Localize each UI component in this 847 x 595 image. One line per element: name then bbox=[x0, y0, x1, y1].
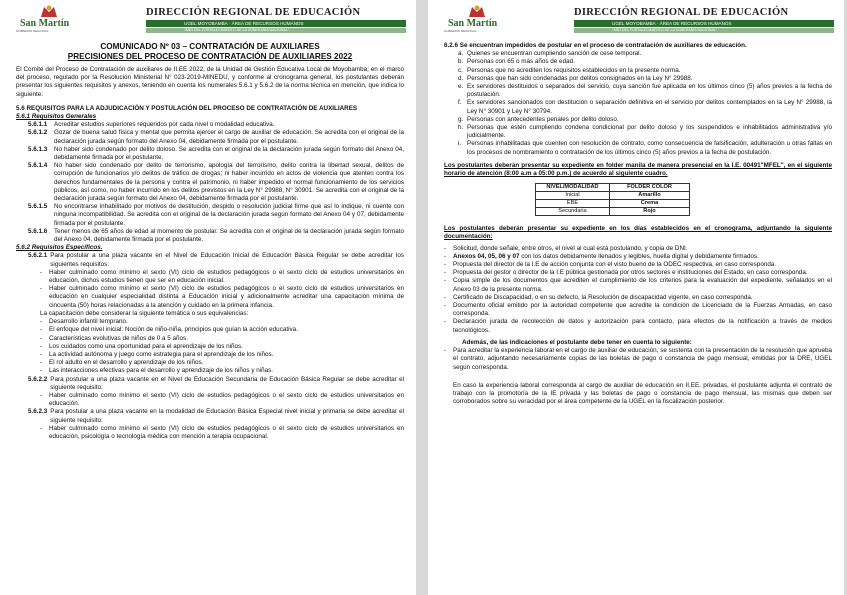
header-title: DIRECCIÓN REGIONAL DE EDUCACIÓN bbox=[146, 7, 361, 18]
impediment-item bbox=[458, 67, 832, 75]
crest-icon bbox=[468, 4, 486, 18]
document-item-rest: Propuesta del gestor o director de la I.E pública gestionada por otros sectores e instituciones del Estado, en caso corresponda. bbox=[453, 269, 808, 277]
document-item-text bbox=[453, 294, 753, 302]
impediment-item bbox=[458, 124, 832, 140]
section-5-6-1-heading: 5.6.1 Requisitos Generales bbox=[16, 113, 97, 121]
document-item bbox=[444, 277, 832, 293]
document-item-rest: con los datos debidamente llenados y legibles, huella digital y debidamente firmados. bbox=[519, 252, 759, 260]
list-item bbox=[40, 269, 404, 285]
item-text: Personas con 65 o más años de edad. bbox=[467, 58, 575, 66]
req-number: 5.6.1.6 bbox=[28, 227, 48, 235]
column-header: FOLDER COLOR bbox=[610, 184, 690, 192]
color-cell: Amarillo bbox=[610, 192, 690, 200]
training-intro: La capacitación debe considerar la siguiente temática o sus equivalencias: bbox=[40, 309, 249, 317]
document-item bbox=[444, 302, 832, 318]
document-item-rest: Documento oficial emitido por la autoridad competente que acredite la condición de Licenciado de la Fuerzas Armadas, en caso corresponda. bbox=[453, 302, 832, 318]
item-text: Personas inhabilitadas que cuenten con resolución de contrato, como consecuencia de falsificación, adulteración u otras faltas en los procesos de nombramiento o contratación de los últimos cinco (5) años previos a la fecha de postulación. bbox=[467, 140, 832, 156]
logo-subtitle: GOBIERNO REGIONAL bbox=[16, 29, 49, 33]
document-item-text bbox=[453, 269, 808, 277]
header-unit-bar: UGEL MOYOBAMBA · ÁREA DE RECURSOS HUMANOS bbox=[574, 20, 834, 27]
specific-req-1 bbox=[16, 252, 404, 375]
logo-subtitle: GOBIERNO REGIONAL bbox=[444, 29, 477, 33]
req-number: 5.6.1.2 bbox=[28, 129, 48, 137]
folder-color-table bbox=[535, 183, 690, 216]
column-header: NIVEL/MODALIDAD bbox=[536, 184, 610, 192]
specific-req-3 bbox=[16, 408, 404, 441]
section-5-6-2-heading: 5.6.2 Requisitos Específicos. bbox=[16, 244, 103, 252]
impediment-item bbox=[458, 116, 832, 124]
item-text: Personas que han sido condenadas por delitos consignados en la Ley N° 29988. bbox=[467, 74, 693, 82]
req-text: Para postular a una plaza vacante en la modalidad de Educación Básica Especial nivel inicial y primaria se debe acreditar el siguiente requisito: bbox=[50, 408, 404, 424]
document-page-left bbox=[0, 0, 416, 595]
req-text: Tener menos de 65 años de edad al momento de postular. Se acredita con el original de la declaración jurada según formato del Anexo 04, debidamente firmada por el postulante. bbox=[54, 227, 404, 244]
item-letter: a. bbox=[458, 50, 464, 58]
req-number: 5.6.2.1 bbox=[28, 252, 48, 260]
req-text: No haber sido condenado por delito de terrorismo, apología del terrorismo, delito contra la libertad sexual, delitos de corrupción de funcionarios y/o delitos de tráfico de drogas; ni haber incurrido en actos de violencia que atenten contra los derechos fundamentales de la persona y contra el patrimonio, ni haber impedido el normal funcionamiento de los servicios públicos, así como, no haber incurrido en los delitos previstos en la Ley N° 29988, N° 30901. Se acredita con el original de la declaración jurada según formato del Anexo 04, debidamente firmada por el postulante. bbox=[54, 162, 404, 203]
req-number: 5.6.1.5 bbox=[28, 203, 48, 211]
item-text: Ex servidores sancionados con destitución o separación definitiva en el servicio por delitos contemplados en la Ley N° 29988, la Ley N° 30901 y Ley N° 30794. bbox=[467, 99, 832, 115]
impediment-item bbox=[458, 140, 832, 156]
impediments-list bbox=[444, 50, 832, 157]
list-item bbox=[40, 367, 404, 375]
document-item bbox=[444, 245, 832, 253]
level-cell: Secundaria bbox=[536, 208, 610, 216]
document-item-text bbox=[453, 277, 832, 293]
list-item bbox=[444, 347, 832, 372]
item-letter: f. bbox=[458, 99, 462, 107]
item-text: Ex servidores destituidos o separados del servicio, cuya sanción fue aplicada en los últimos cinco (5) años previos a la fecha de postulación. bbox=[467, 83, 832, 99]
communique-subtitle: PRECISIONES DEL PROCESO DE CONTRATACIÓN DE AUXILIARES 2022 bbox=[67, 52, 353, 61]
req-text: Para postular a una plaza vacante en el Nivel de Educación Inicial de Educación Básica Regular se debe acreditar los siguientes requisitos: bbox=[50, 252, 404, 268]
list-item bbox=[40, 318, 404, 326]
req-number: 5.6.1.4 bbox=[28, 162, 48, 170]
req-number: 5.6.1.3 bbox=[28, 145, 48, 153]
document-item-text bbox=[453, 245, 688, 253]
requirement-item bbox=[28, 162, 404, 203]
intro-paragraph: El Comité del Proceso de Contratación de auxiliares de II.EE 2022, de la Unidad de Gestión Educativa Local de Moyobamba; en el marco del proceso, regulado por la Resolución Ministerial N° 023-2019-MINEDU, y conforme al cronograma general, los postulantes deberán presentar los siguientes requisitos y anexos, teniendo en cuenta los numerales 5.6.1 y 5.6.2 de la norma técnica en mención, que indica lo siguiente: bbox=[16, 66, 404, 98]
list-item-text: - La actividad autónoma y juego como estrategia para el aprendizaje de los niños. bbox=[49, 350, 274, 358]
logo-text: San Martín bbox=[20, 18, 70, 29]
impediment-item bbox=[458, 99, 832, 115]
specific-req-1-items bbox=[28, 269, 404, 310]
list-item-text: - Haber culminado como mínimo el sexto (VI) ciclo de estudios pedagógicos o el sexto ciclo de estudios universitarios en educación en cualquier especialidad distinta a Educación inicial y adicionalmente acreditar una capacitación mínima de cincuenta (50) horas relacionadas a la atención y cuidado en la primera infancia. bbox=[49, 285, 404, 309]
document-item-bold: Anexos 04, 05, 06 y 07 bbox=[453, 252, 520, 260]
header-year-bar: “AÑO DEL FORTALECIMIENTO DE LA SOBERANÍA NACIONAL” bbox=[146, 28, 406, 33]
item-letter: g. bbox=[458, 115, 464, 123]
document-item-rest: Declaración jurada de recolección de datos y autorización para contacto, para efectos de la notificación a través de medios tecnológicos. bbox=[453, 318, 832, 334]
specific-req-2-items bbox=[28, 392, 404, 408]
document-item-rest: Propuesta del director de la I.E de acción conjunta con el visto bueno de la ODEC respectiva, en caso corresponda. bbox=[453, 261, 777, 269]
regional-logo bbox=[442, 4, 512, 34]
color-cell: Crema bbox=[610, 200, 690, 208]
list-item bbox=[40, 425, 404, 441]
document-item-rest: Solicitud, donde señale, entre otros, el nivel al cual está postulando, y copia de DNI. bbox=[453, 244, 688, 252]
table-row bbox=[536, 192, 690, 200]
item-letter: c. bbox=[458, 66, 463, 74]
header-unit-bar: UGEL MOYOBAMBA · ÁREA DE RECURSOS HUMANOS bbox=[146, 20, 406, 27]
requirement-item bbox=[28, 129, 404, 145]
regional-logo bbox=[14, 4, 84, 34]
page-header bbox=[442, 4, 832, 34]
document-page-right bbox=[428, 0, 844, 595]
impediment-item bbox=[458, 58, 832, 66]
list-item bbox=[40, 359, 404, 367]
document-item-rest: Copia simple de los documentos que acrediten el cumplimiento de los criterios para la evaluación del expediente, señalados en el Anexo 03 de la presente norma. bbox=[453, 277, 832, 293]
item-letter: h. bbox=[458, 124, 464, 132]
item-text: Personas con antecedentes penales por delito doloso. bbox=[467, 115, 619, 123]
header-title: DIRECCIÓN REGIONAL DE EDUCACIÓN bbox=[574, 7, 789, 18]
list-item-text: - Características evolutivas de niños de 0 a 5 años. bbox=[49, 334, 188, 342]
section-6-2-6-heading: 6.2.6 Se encuentran impedidos de postular en el proceso de contratación de auxiliares de educación. bbox=[444, 42, 747, 49]
table-header-row bbox=[536, 184, 690, 192]
folder-note: Los postulantes deberán presentar su expediente en folder manila de manera presencial en la I.E. 00491"MFEL", en el siguiente horario de atención (8:00 a.m a 05:00 p.m.) de acuerdo al siguiente cuadro. bbox=[444, 161, 832, 178]
item-letter: i. bbox=[458, 140, 462, 148]
document-item bbox=[444, 269, 832, 277]
list-item bbox=[40, 335, 404, 343]
req-text: Para postular a una plaza vacante en el Nivel de Educación Secundaria de Educación Básica Regular se debe acreditar el siguiente requisito: bbox=[50, 375, 404, 391]
additional-notes-list bbox=[444, 347, 832, 372]
section-5-6-heading: 5.6 REQUISITOS PARA LA ADJUDICACIÓN Y POSTULACIÓN DEL PROCESO DE CONTRATACIÓN DE AUXILIARES bbox=[16, 104, 358, 112]
list-item bbox=[40, 392, 404, 408]
impediment-item bbox=[458, 75, 832, 83]
documents-note: Los postulantes deberán presentar su expediente en los días establecidos en el cronograma, adjuntando la siguiente documentación: bbox=[444, 225, 832, 241]
requirement-item bbox=[28, 121, 404, 129]
crest-icon bbox=[40, 4, 58, 18]
document-item-text bbox=[453, 253, 759, 261]
item-letter: e. bbox=[458, 83, 464, 91]
item-letter: d. bbox=[458, 74, 464, 82]
general-requirements-list bbox=[16, 121, 404, 244]
table-row bbox=[536, 200, 690, 208]
list-item bbox=[40, 351, 404, 359]
document-item-rest: Certificado de Discapacidad, o en su defecto, la Resolución de discapacidad vigente, en caso corresponda. bbox=[453, 293, 753, 301]
list-item bbox=[40, 343, 404, 351]
requirement-item bbox=[28, 203, 404, 228]
list-item-text: - Desarrollo infantil temprano. bbox=[49, 318, 128, 326]
list-item-text: - Los cuidados como una oportunidad para el aprendizaje de los niños. bbox=[49, 342, 243, 350]
list-item-text: - El rol adulto en el desarrollo y aprendizaje de los niños. bbox=[49, 359, 204, 367]
list-item-text: - Las interacciones efectivas para el desarrollo y aprendizaje de los niños y niñas. bbox=[49, 367, 274, 375]
req-text: Acreditar estudios superiores requeridos por cada nivel o modalidad educativa. bbox=[54, 121, 275, 129]
item-text: Personas que estén cumpliendo condena condicional por delito doloso y los suspendidos e inhabilitados administrativa y/o judicialmente. bbox=[467, 124, 832, 140]
level-cell: Inicial bbox=[536, 192, 610, 200]
req-text: No encontrarse inhabilitado por motivos de destitución, despido o resolución judicial firme que así lo indique, ni cuente con ninguna incompatibilidad. Se acredita con el original de la declaración jurada según formato del Anexo 04 y 07, debidamente firmada por el postulante. bbox=[54, 203, 404, 227]
impediment-item bbox=[458, 50, 832, 58]
logo-text: San Martín bbox=[448, 18, 498, 29]
communique-title: COMUNICADO Nº 03 – CONTRATACIÓN DE AUXILIARES bbox=[100, 42, 320, 51]
req-number: 5.6.1.1 bbox=[28, 121, 48, 129]
right-page-body bbox=[444, 42, 832, 406]
list-item-text: - El enfoque del nivel inicial: Noción de niño-niña, principios que guían la acción educativa. bbox=[49, 326, 298, 334]
document-item bbox=[444, 294, 832, 302]
level-cell: EBE bbox=[536, 200, 610, 208]
document-item-text bbox=[453, 318, 832, 334]
additional-notes-heading: Además, de las indicaciones el postulante debe tener en cuenta lo siguiente: bbox=[462, 338, 692, 346]
left-page-body bbox=[16, 42, 404, 441]
impediment-item bbox=[458, 83, 832, 99]
specific-req-3-items bbox=[28, 425, 404, 441]
list-item bbox=[40, 326, 404, 334]
specific-req-2 bbox=[16, 376, 404, 409]
list-item bbox=[40, 285, 404, 310]
requirement-item bbox=[28, 146, 404, 162]
training-topics bbox=[28, 318, 404, 375]
document-item bbox=[444, 261, 832, 269]
list-item-text: - Haber culminado como mínimo el sexto (VI) ciclo de estudios pedagógicos o el sexto ciclo de estudios universitarios en educación, dichos estudios tienen que ser en educación inicial. bbox=[49, 268, 404, 285]
req-text: Gozar de buena salud física y mental que permita ejercer el cargo de auxiliar de educación. Se acredita con el original de la declaración jurada según formato del Anexo 04, debidamente firmada por el postulante. bbox=[54, 129, 404, 145]
list-item-text: - Haber culminado como mínimo el sexto (VI) ciclo de estudios pedagógicos o el sexto ciclo de estudios universitarios en educación, psicología o tecnología médica con mención a terapia ocupacional. bbox=[49, 424, 404, 440]
list-item-text: - Haber culminado como mínimo el sexto (VI) ciclo de estudios pedagógicos o el sexto ciclo de estudios universitarios en educación. bbox=[49, 391, 404, 408]
private-experience-paragraph: En caso la experiencia laboral corresponda al cargo de auxiliar de educación en II.EE. privadas, el postulante adjunta el contrato de trabajo con la promotoría de la IE privada y las boletas de pago o constancia de pago mensual, las mismas que deben ser corroborados sobre su veracidad por el área competente de la UGEL en la fiscalización posterior. bbox=[453, 381, 832, 406]
item-letter: b. bbox=[458, 58, 464, 66]
item-text: Personas que no acrediten los requisitos establecidos en la presente norma. bbox=[467, 66, 681, 74]
color-cell: Rojo bbox=[610, 208, 690, 216]
header-year-bar: “AÑO DEL FORTALECIMIENTO DE LA SOBERANÍA NACIONAL” bbox=[574, 28, 834, 33]
page-header bbox=[14, 4, 404, 34]
documents-list bbox=[444, 245, 832, 335]
document-item bbox=[444, 253, 832, 261]
document-item bbox=[444, 318, 832, 334]
req-text: No haber sido condenado por delito doloso. Se acredita con el original de la declaración jurada según formato del Anexo 04, debidamente firmada por el postulante. bbox=[54, 145, 404, 162]
table-row bbox=[536, 208, 690, 216]
req-number: 5.6.2.2 bbox=[28, 375, 48, 383]
document-item-text bbox=[453, 261, 776, 269]
document-item-text bbox=[453, 302, 832, 318]
requirement-item bbox=[28, 228, 404, 244]
list-item-text: - Para acreditar la experiencia laboral en el cargo de auxiliar de educación, se sustenta con la presentación de la resolución que aprueba el contrato, adjuntando necesariamente copias de las boletas de pago o constancia de pago mensual, emitidas por la DRE, UGEL según corresponda. bbox=[453, 347, 832, 371]
item-text: Quienes se encuentran cumpliendo sanción de cese temporal. bbox=[467, 50, 642, 58]
req-number: 5.6.2.3 bbox=[28, 408, 48, 416]
